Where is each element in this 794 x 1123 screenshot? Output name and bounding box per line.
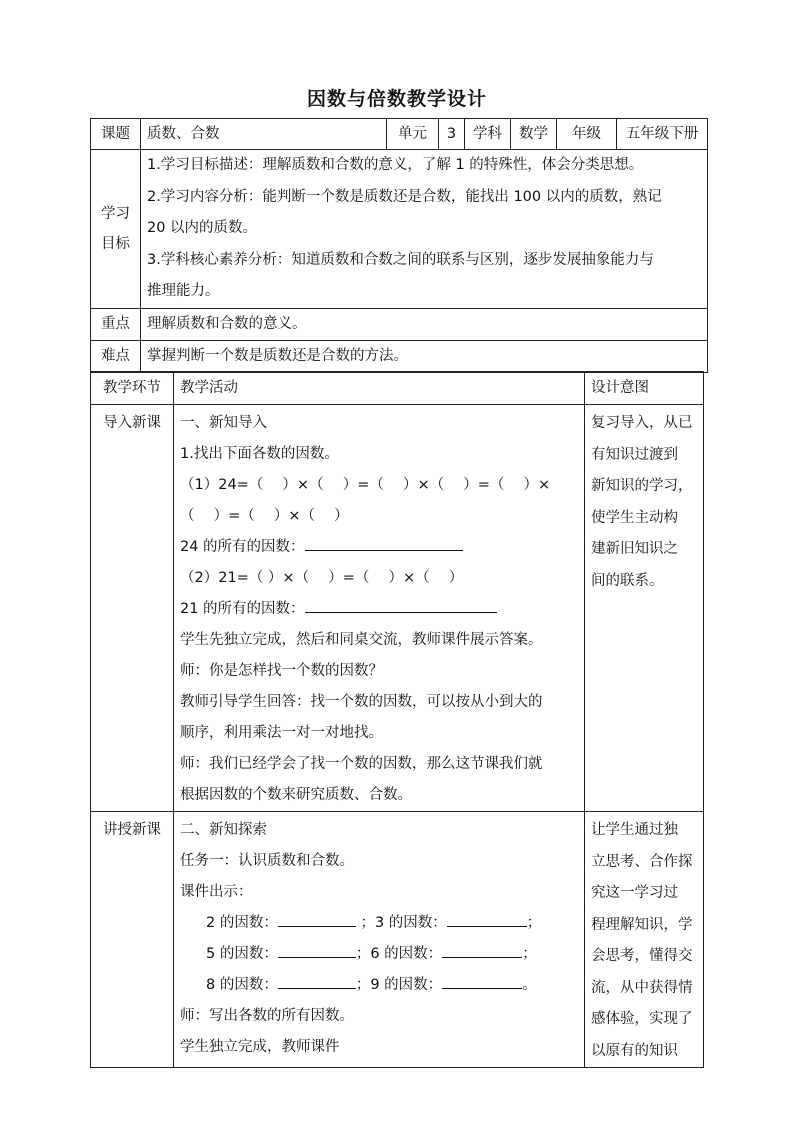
activity-line: 学生独立完成，教师课件 <box>180 1039 340 1055</box>
intent-line: 复习导入，从已 <box>591 415 693 431</box>
difficulty-label: 难点 <box>91 340 141 372</box>
grade-value: 五年级下册 <box>617 119 708 150</box>
factor-blank <box>278 941 356 958</box>
intent-header: 设计意图 <box>585 372 704 405</box>
answer-blank <box>305 534 463 551</box>
activity-content <box>174 405 585 812</box>
factor-blank <box>278 972 356 989</box>
equation-line: （ ）=（ ）×（ ） <box>180 508 349 524</box>
stage-name: 导入新课 <box>91 405 174 812</box>
intent-line: 使学生主动构 <box>591 509 678 526</box>
stage-header: 教学环节 <box>91 372 174 405</box>
factor-line <box>180 908 584 939</box>
activity-line: 1.找出下面各数的因数。 <box>180 446 339 462</box>
activity-line: 任务一：认识质数和合数。 <box>180 853 354 869</box>
lesson-info-table <box>90 118 708 373</box>
key-point-row <box>91 308 708 340</box>
intent-line: 流，从中获得情 <box>591 979 693 996</box>
key-point-label: 重点 <box>91 308 141 340</box>
separator: ； <box>355 977 371 993</box>
process-header-row <box>91 372 704 405</box>
factor-label: 6 的因数： <box>370 946 443 962</box>
intent-line: 以原有的知识 <box>591 1042 678 1059</box>
difficulty-text: 掌握判断一个数是质数还是合数的方法。 <box>141 340 708 372</box>
key-point-text: 理解质数和合数的意义。 <box>141 308 708 340</box>
objectives-text <box>141 150 708 309</box>
answer-line <box>180 532 584 563</box>
answer-blank <box>305 596 497 613</box>
intent-line: 感体验，实现了 <box>591 1011 693 1027</box>
activity-line: 根据因数的个数来研究质数、合数。 <box>180 787 412 803</box>
factor-line <box>180 970 584 1001</box>
factor-line <box>180 939 584 970</box>
factor-label: 2 的因数： <box>206 915 278 931</box>
subject-label: 学科 <box>465 119 511 150</box>
factor-label: 3 的因数： <box>374 915 447 931</box>
equation-line: （2）21=（ ）×（ ）=（ ）×（ ） <box>180 570 464 586</box>
activity-content <box>174 812 585 1068</box>
activity-line: 课件出示： <box>180 884 253 900</box>
difficulty-row <box>91 340 708 372</box>
factor-label: 8 的因数： <box>206 977 278 993</box>
answer-label: 24 的所有的因数： <box>180 539 305 555</box>
intent-line: 建新旧知识之 <box>591 541 678 557</box>
factor-blank <box>442 972 522 989</box>
intent-line: 新知识的学习， <box>591 478 693 494</box>
intent-line: 让学生通过独 <box>591 822 678 838</box>
intent-line: 程理解知识，学 <box>591 916 693 933</box>
teaching-process-table <box>90 371 704 1068</box>
stage-row-new <box>91 812 704 1068</box>
activity-line: 学生先独立完成，然后和同桌交流，教师课件展示答案。 <box>180 632 543 648</box>
unit-value: 3 <box>439 119 465 150</box>
separator: ； <box>526 915 542 931</box>
objective-line: 3.学科核心素养分析：知道质数和合数之间的联系与区别，逐步发展抽象能力与 <box>147 251 654 268</box>
objective-line: 1.学习目标描述：理解质数和合数的意义，了解 1 的特殊性，体会分类思想。 <box>147 157 644 173</box>
section-heading: 一、新知导入 <box>180 415 267 431</box>
activity-line: 师：你是怎样找一个数的因数？ <box>180 663 383 679</box>
separator: ； <box>355 946 371 962</box>
section-heading: 二、新知探索 <box>180 822 267 838</box>
grade-label: 年级 <box>557 119 617 150</box>
activity-line: 师：我们已经学会了找一个数的因数，那么这节课我们就 <box>180 756 543 772</box>
intent-line: 间的联系。 <box>591 572 664 589</box>
separator: ； <box>522 946 537 962</box>
factor-label: 5 的因数： <box>206 946 278 962</box>
subject-value: 数学 <box>511 119 557 150</box>
intent-line: 立思考、合作探 <box>591 853 693 870</box>
objective-line: 推理能力。 <box>147 283 220 299</box>
document-title: 因数与倍数教学设计 <box>306 88 487 110</box>
objectives-label-line-1: 学习 <box>101 205 130 222</box>
design-intent <box>585 405 704 812</box>
activity-line: 教师引导学生回答：找一个数的因数，可以按从小到大的 <box>180 694 543 710</box>
intent-line: 究这一学习过 <box>591 885 678 901</box>
unit-label: 单元 <box>387 119 439 150</box>
factor-blank <box>447 910 527 927</box>
answer-label: 21 的所有的因数： <box>180 601 305 617</box>
stage-name: 讲授新课 <box>91 812 174 1068</box>
stage-row-intro <box>91 405 704 812</box>
factor-blank <box>442 941 522 958</box>
separator: ； <box>360 915 375 931</box>
objectives-label-line-2: 目标 <box>101 235 130 252</box>
factor-label: 9 的因数： <box>370 977 443 993</box>
topic-label: 课题 <box>91 119 141 150</box>
activity-line: 师：写出各数的所有因数。 <box>180 1008 354 1024</box>
objectives-row <box>91 150 708 309</box>
objective-line: 2.学习内容分析：能判断一个数是质数还是合数，能找出 100 以内的质数，熟记 <box>147 188 662 205</box>
activity-header: 教学活动 <box>174 372 585 405</box>
info-row <box>91 119 708 150</box>
intent-line: 会思考，懂得交 <box>591 948 693 964</box>
topic-value: 质数、合数 <box>141 119 387 150</box>
activity-line: 顺序，利用乘法一对一对地找。 <box>180 725 383 741</box>
objectives-label <box>91 150 141 309</box>
design-intent <box>585 812 704 1068</box>
intent-line: 有知识过渡到 <box>591 446 678 463</box>
separator: 。 <box>522 977 537 993</box>
factor-blank <box>278 910 356 927</box>
equation-line: （1）24=（ ）×（ ）=（ ）×（ ）=（ ）× <box>180 477 551 493</box>
answer-line <box>180 594 584 625</box>
objective-line: 20 以内的质数。 <box>147 220 258 236</box>
